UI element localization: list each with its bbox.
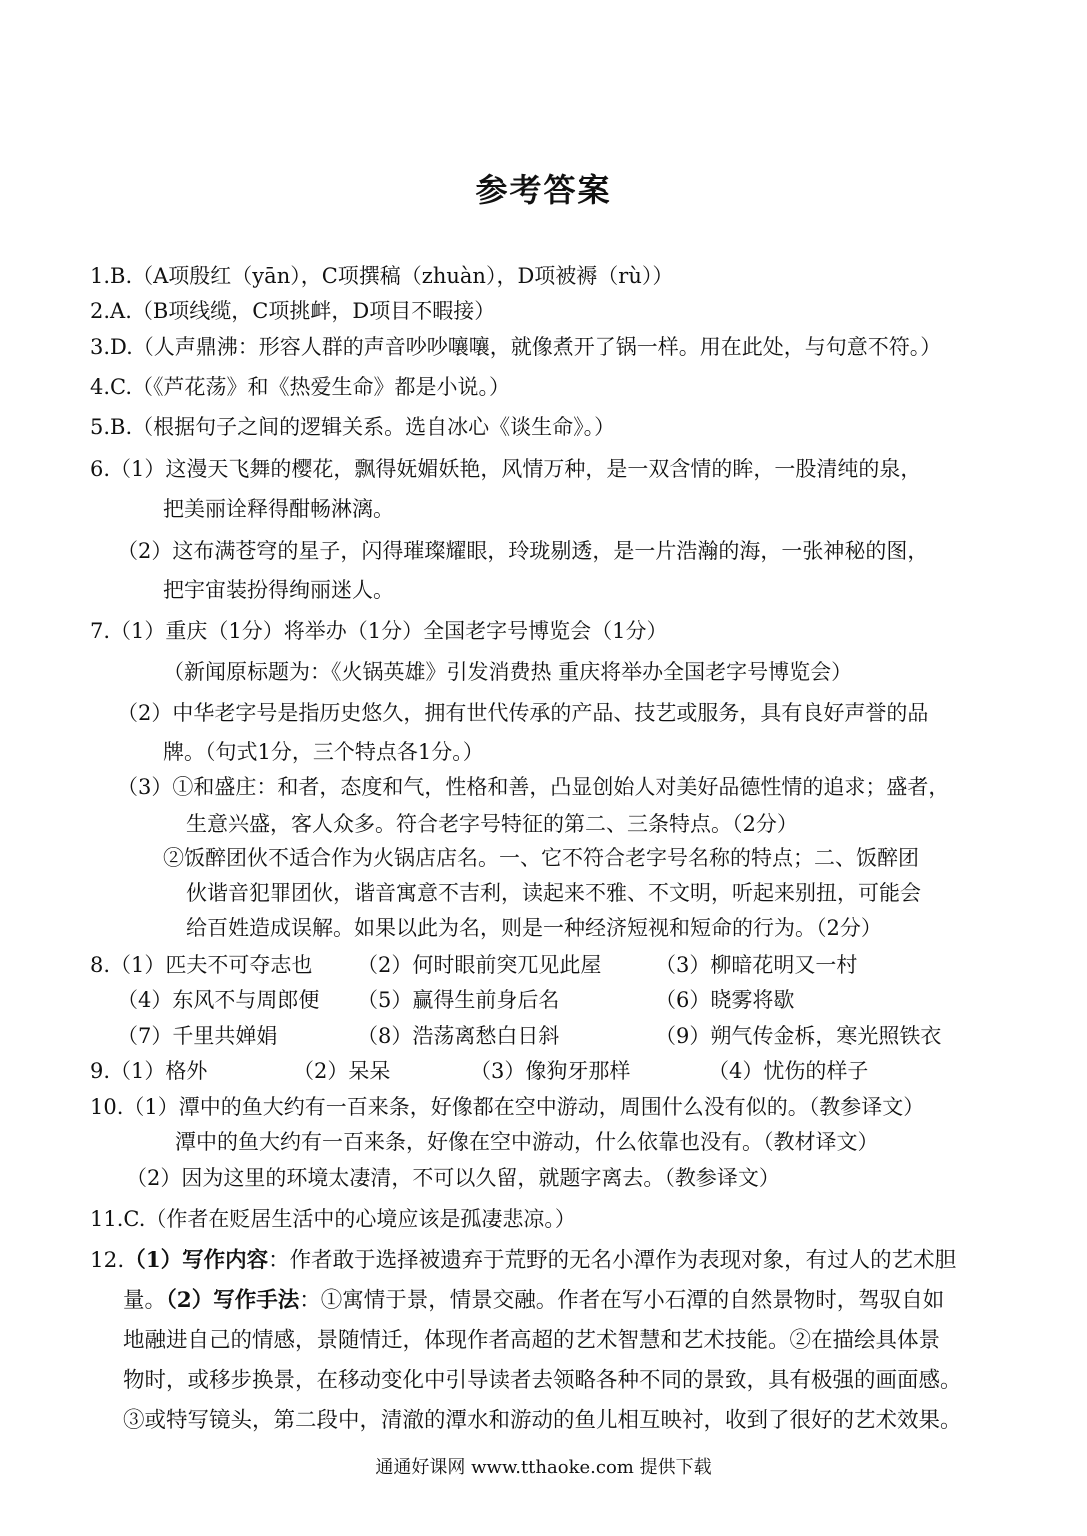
answer-12-line3: 地融进自己的情感，景随情迁，体现作者高超的艺术智慧和艺术技能。②在描绘具体景: [123, 1328, 941, 1353]
answer-5: 5.B.（根据句子之间的逻辑关系。选自冰心《谈生命》。）: [90, 415, 616, 439]
answer-10-1-line1: 10.（1）潭中的鱼大约有一百来条，好像都在空中游动，周围什么没有似的。（教参译文）: [90, 1095, 925, 1119]
answer-6-2-line2: 把宇宙装扮得绚丽迷人。: [163, 578, 394, 602]
answer-7-3-line2: 生意兴盛，客人众多。符合老字号特征的第二、三条特点。（2分）: [186, 812, 798, 836]
answer-7-1-note: （新闻原标题为：《火锅英雄》引发消费热 重庆将举办全国老字号博览会）: [163, 660, 853, 684]
answer-8-2: （2）何时眼前突兀见此屋: [357, 953, 602, 977]
answer-12-number: 12.: [90, 1248, 125, 1273]
answer-9-1: 9.（1）格外: [90, 1059, 208, 1083]
answer-9-2: （2）呆呆: [293, 1059, 391, 1083]
answer-6-1-line1: 6.（1）这漫天飞舞的樱花，飘得妩媚妖艳，风情万种，是一双含情的眸，一股清纯的泉，: [90, 457, 922, 481]
answer-12-line4: 物时，或移步换景，在移动变化中引导读者去领略各种不同的景致，具有极强的画面感。: [123, 1368, 962, 1393]
answer-7-1: 7.（1）重庆（1分）将举办（1分）全国老字号博览会（1分）: [90, 619, 668, 643]
answer-12-heading-1: （1）写作内容: [124, 1248, 269, 1273]
answer-1: 1.B.（A项殷红（yān），C项撰稿（zhuàn），D项被褥（rù））: [90, 264, 674, 288]
answer-7-3-line5: 给百姓造成误解。如果以此为名，则是一种经济短视和短命的行为。（2分）: [186, 916, 882, 940]
answer-12-text-2: 量。: [123, 1288, 167, 1313]
answer-6-1-line2: 把美丽诠释得酣畅淋漓。: [163, 497, 394, 521]
answer-2: 2.A.（B项线缆，C项挑衅，D项目不暇接）: [90, 299, 496, 323]
answer-7-3-line3: ②饭醉团伙不适合作为火锅店店名。一、它不符合老字号名称的特点；二、饭醉团: [163, 846, 919, 870]
answer-9-4: （4）忧伤的样子: [708, 1059, 869, 1083]
answer-12-text-1: ：作者敢于选择被遗弃于荒野的无名小潭作为表现对象，有过人的艺术胆: [268, 1248, 957, 1273]
answer-12-text-3: ：①寓情于景，情景交融。作者在写小石潭的自然景物时，驾驭自如: [299, 1288, 945, 1313]
answer-8-9: （9）朔气传金柝，寒光照铁衣: [655, 1024, 942, 1048]
answer-8-6: （6）晓雾将歇: [655, 988, 795, 1012]
answer-6-2-line1: （2）这布满苍穹的星子，闪得璀璨耀眼，玲珑剔透，是一片浩瀚的海，一张神秘的图，: [117, 539, 929, 563]
page-title: 参考答案: [475, 171, 612, 209]
answer-8-7: （7）千里共婵娟: [117, 1024, 278, 1048]
answer-11: 11.C.（作者在贬居生活中的心境应该是孤凄悲凉。）: [90, 1207, 576, 1231]
answer-3: 3.D.（人声鼎沸：形容人群的声音吵吵嚷嚷，就像煮开了锅一样。用在此处，与句意不符。）: [90, 335, 942, 359]
answer-9-3: （3）像狗牙那样: [470, 1059, 631, 1083]
answer-12-line1: [90, 1246, 956, 1276]
answer-4: 4.C.（《芦花荡》和《热爱生命》都是小说。）: [90, 375, 511, 399]
answer-12-heading-2: （2）写作手法: [166, 1288, 300, 1313]
answer-7-3-line1: （3）①和盛庄：和者，态度和气，性格和善，凸显创始人对美好品德性情的追求；盛者，: [117, 775, 950, 799]
answer-12-line2: [123, 1286, 944, 1316]
answer-8-3: （3）柳暗花明又一村: [655, 953, 858, 977]
answer-7-2-line1: （2）中华老字号是指历史悠久，拥有世代传承的产品、技艺或服务，具有良好声誉的品: [117, 701, 929, 725]
answer-7-2-line2: 牌。（句式1分，三个特点各1分。）: [163, 740, 484, 764]
answer-10-2: （2）因为这里的环境太凄清，不可以久留，就题字离去。（教参译文）: [126, 1166, 780, 1190]
answer-8-8: （8）浩荡离愁白日斜: [357, 1024, 560, 1048]
answer-12-line5: ③或特写镜头，第二段中，清澈的潭水和游动的鱼儿相互映衬，收到了很好的艺术效果。: [123, 1408, 962, 1433]
answer-8-5: （5）赢得生前身后名: [357, 988, 560, 1012]
page-footer: 通通好课网 www.tthaoke.com 提供下载: [375, 1457, 712, 1478]
answer-7-3-line4: 伙谐音犯罪团伙，谐音寓意不吉利，读起来不雅、不文明，听起来别扭，可能会: [186, 881, 921, 905]
answer-8-1: 8.（1）匹夫不可夺志也: [90, 953, 313, 977]
answer-10-1-line2: 潭中的鱼大约有一百来条，好像在空中游动，什么依靠也没有。（教材译文）: [175, 1130, 879, 1154]
answer-8-4: （4）东风不与周郎便: [117, 988, 320, 1012]
